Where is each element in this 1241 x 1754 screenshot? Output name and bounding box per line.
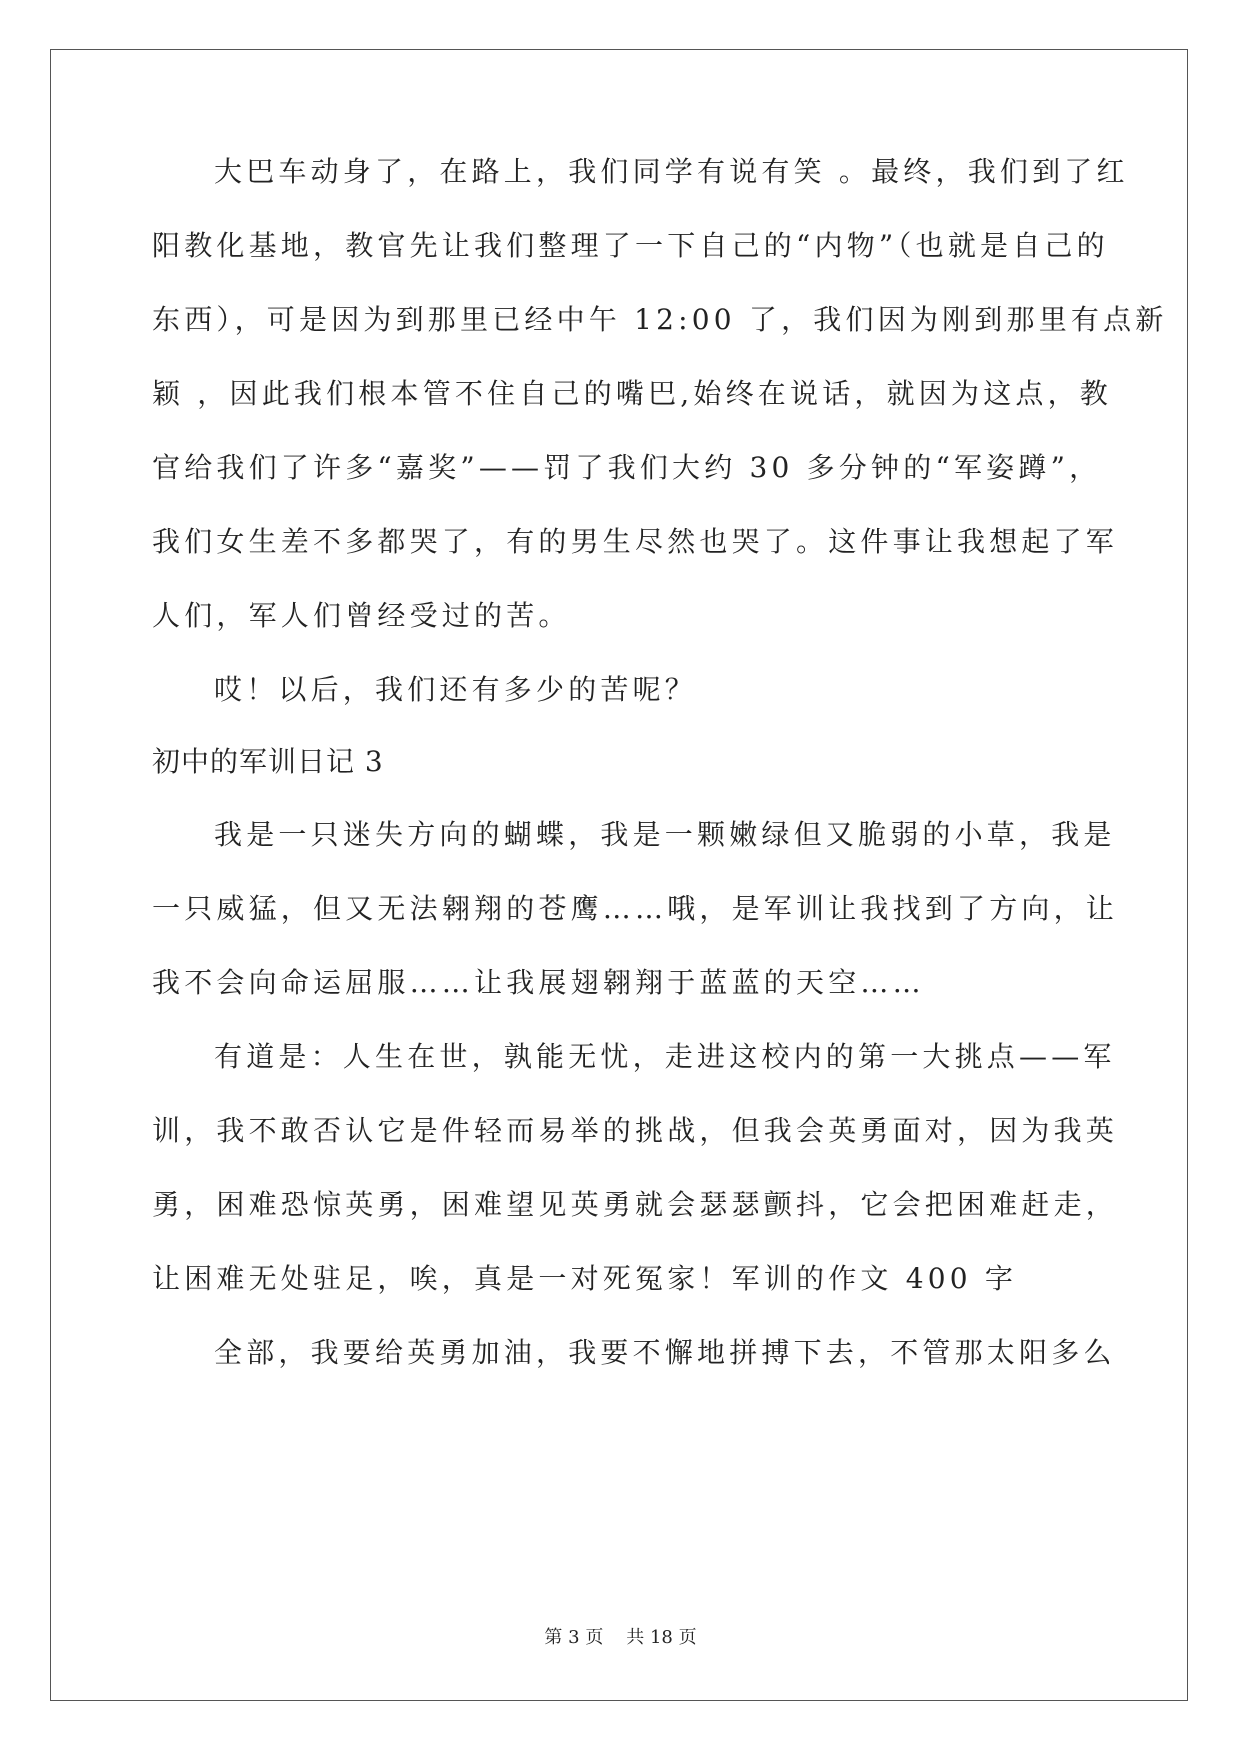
page-total: 共 18 页: [626, 1627, 697, 1648]
paragraph-line: 人们，军人们曾经受过的苦。: [152, 599, 571, 632]
paragraph-line: 全部，我要给英勇加油，我要不懈地拼搏下去，不管那太阳多么: [214, 1336, 1116, 1369]
paragraph-line: 训，我不敢否认它是件轻而易举的挑战，但我会英勇面对，因为我英: [152, 1114, 1119, 1147]
paragraph-line: 勇，困难恐惊英勇，困难望见英勇就会瑟瑟颤抖，它会把困难赶走，: [152, 1188, 1119, 1221]
paragraph-line: 我们女生差不多都哭了，有的男生尽然也哭了。这件事让我想起了军: [152, 525, 1119, 558]
page-footer: [0, 1626, 1241, 1650]
paragraph-line: 颖 ，因此我们根本管不住自己的嘴巴,始终在说话，就因为这点，教: [152, 377, 1113, 410]
paragraph-line: 官给我们了许多“嘉奖”——罚了我们大约 30 多分钟的“军姿蹲”，: [152, 451, 1102, 484]
page-border: [50, 49, 1188, 1701]
page-number: 第 3 页: [544, 1627, 604, 1648]
paragraph-line: 东西），可是因为到那里已经中午 12:00 了，我们因为刚到那里有点新: [152, 303, 1168, 336]
paragraph-line: 我是一只迷失方向的蝴蝶，我是一颗嫩绿但又脆弱的小草，我是: [214, 818, 1116, 851]
paragraph-line: 哎！以后，我们还有多少的苦呢？: [214, 673, 698, 706]
paragraph-line: 我不会向命运屈服……让我展翅翱翔于蓝蓝的天空……: [152, 966, 925, 999]
paragraph-line: 一只威猛，但又无法翱翔的苍鹰……哦，是军训让我找到了方向，让: [152, 892, 1119, 925]
paragraph-line: 让困难无处驻足，唉，真是一对死冤家！军训的作文 400 字: [152, 1262, 1018, 1295]
section-heading: 初中的军训日记 3: [152, 745, 384, 778]
paragraph-line: 大巴车动身了，在路上，我们同学有说有笑 。最终，我们到了红: [214, 155, 1129, 188]
paragraph-line: 阳教化基地，教官先让我们整理了一下自己的“内物”（也就是自己的: [152, 229, 1109, 262]
paragraph-line: 有道是：人生在世，孰能无忧，走进这校内的第一大挑点——军: [214, 1040, 1116, 1073]
